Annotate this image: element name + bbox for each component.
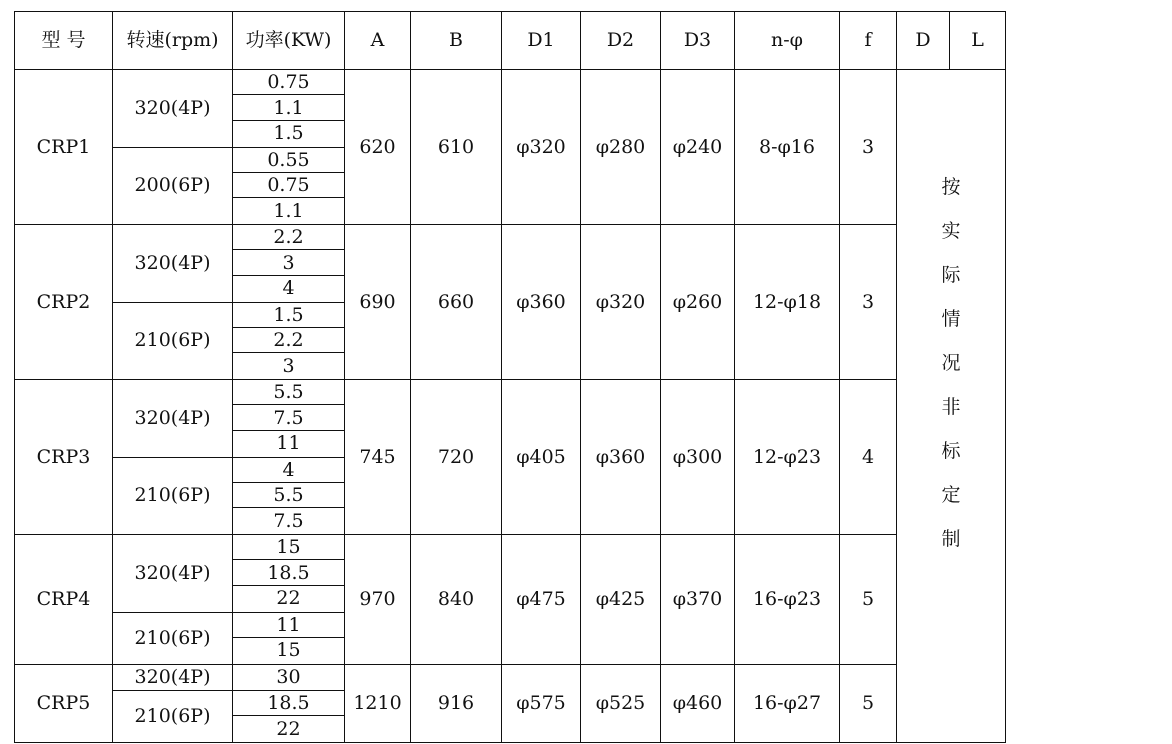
- custom-note-text: [897, 70, 1005, 561]
- note-char: 标: [941, 440, 961, 462]
- power-value: 1.5: [273, 122, 304, 144]
- value-f: 5: [840, 535, 897, 665]
- power-value: 7.5: [233, 406, 344, 431]
- value-f: 3: [840, 225, 897, 380]
- power-cell: [233, 457, 345, 483]
- power-cell: [233, 380, 345, 406]
- header-d1: D1: [502, 12, 581, 70]
- note-char: 际: [941, 264, 961, 286]
- value-d2: φ425: [581, 535, 661, 665]
- value-f: 5: [840, 664, 897, 743]
- value-b: 840: [411, 535, 502, 665]
- value-d1: φ575: [502, 664, 581, 743]
- power-value: 0.75: [233, 70, 344, 95]
- value-a: 690: [345, 225, 411, 380]
- note-char: 实: [941, 220, 961, 242]
- value-f: 3: [840, 70, 897, 225]
- power-cell: [233, 354, 345, 380]
- header-d: D: [897, 12, 950, 70]
- power-value: 0.75: [233, 173, 344, 198]
- power-cell: [233, 302, 345, 328]
- note-char: 情: [941, 308, 961, 330]
- power-value: 3: [282, 354, 295, 377]
- value-b: 720: [411, 380, 502, 535]
- power-cell: [233, 717, 345, 743]
- power-value: 18.5: [233, 561, 344, 586]
- power-cell: [233, 276, 345, 302]
- power-cell: [233, 561, 345, 587]
- value-b: 610: [411, 70, 502, 225]
- power-cell: [233, 691, 345, 717]
- custom-note: [897, 70, 1006, 743]
- note-char: 制: [941, 528, 961, 550]
- note-char: 按: [941, 176, 961, 198]
- value-holes: 16-φ23: [735, 535, 840, 665]
- power-cell: [233, 406, 345, 432]
- header-power: 功率(KW): [233, 12, 345, 70]
- model-name: CRP4: [15, 535, 113, 665]
- power-cell: [233, 612, 345, 638]
- value-d3: φ240: [661, 70, 735, 225]
- note-char: 非: [941, 396, 961, 418]
- value-d1: φ405: [502, 380, 581, 535]
- speed-value: 210(6P): [113, 302, 233, 380]
- spec-table: [14, 11, 1006, 743]
- power-value: 4: [233, 458, 344, 483]
- power-cell: [233, 586, 345, 612]
- power-cell: [233, 70, 345, 96]
- power-value: 0.55: [233, 148, 344, 173]
- power-cell: [233, 431, 345, 457]
- power-cell: [233, 509, 345, 535]
- power-value: 3: [233, 251, 344, 276]
- value-d3: φ300: [661, 380, 735, 535]
- power-value: 22: [276, 587, 301, 609]
- power-value: 11: [233, 613, 344, 638]
- power-cell: [233, 199, 345, 225]
- value-holes: 12-φ23: [735, 380, 840, 535]
- power-value: 5.5: [233, 380, 344, 405]
- model-name: CRP2: [15, 225, 113, 380]
- header-row: [15, 12, 1006, 70]
- power-value: 15: [276, 639, 301, 661]
- speed-value: 320(4P): [113, 70, 233, 148]
- power-cell: [233, 96, 345, 122]
- table-row: [15, 70, 1006, 96]
- power-value: 22: [276, 717, 301, 740]
- speed-value: 320(4P): [113, 535, 233, 613]
- header-holes: n-φ: [735, 12, 840, 70]
- value-d1: φ475: [502, 535, 581, 665]
- power-value: 2.2: [233, 328, 344, 353]
- value-a: 970: [345, 535, 411, 665]
- header-speed: 转速(rpm): [113, 12, 233, 70]
- table-row: [15, 225, 1006, 251]
- power-cell: [233, 121, 345, 147]
- speed-value: 320(4P): [113, 225, 233, 303]
- value-a: 620: [345, 70, 411, 225]
- power-value: 30: [276, 665, 301, 688]
- power-value: 11: [276, 432, 301, 454]
- speed-value: 320(4P): [113, 664, 233, 691]
- note-char: 定: [941, 484, 961, 506]
- value-b: 916: [411, 664, 502, 743]
- value-holes: 12-φ18: [735, 225, 840, 380]
- model-name: CRP3: [15, 380, 113, 535]
- header-d2: D2: [581, 12, 661, 70]
- model-name: CRP1: [15, 70, 113, 225]
- speed-value: 210(6P): [113, 457, 233, 535]
- value-d1: φ360: [502, 225, 581, 380]
- value-d3: φ260: [661, 225, 735, 380]
- table-row: [15, 535, 1006, 561]
- model-name: CRP5: [15, 664, 113, 743]
- value-a: 745: [345, 380, 411, 535]
- power-value: 15: [233, 535, 344, 560]
- value-a: 1210: [345, 664, 411, 743]
- power-value: 4: [282, 277, 295, 299]
- value-b: 660: [411, 225, 502, 380]
- header-a: A: [345, 12, 411, 70]
- value-d3: φ460: [661, 664, 735, 743]
- value-d2: φ525: [581, 664, 661, 743]
- power-cell: [233, 483, 345, 509]
- value-d3: φ370: [661, 535, 735, 665]
- value-holes: 16-φ27: [735, 664, 840, 743]
- header-d3: D3: [661, 12, 735, 70]
- header-model: 型 号: [15, 12, 113, 70]
- spec-body: [15, 70, 1006, 743]
- power-value: 7.5: [273, 509, 304, 532]
- power-cell: [233, 173, 345, 199]
- value-d2: φ280: [581, 70, 661, 225]
- table-row: [15, 664, 1006, 691]
- power-cell: [233, 147, 345, 173]
- power-cell: [233, 328, 345, 354]
- speed-value: 200(6P): [113, 147, 233, 225]
- power-value: 1.1: [273, 199, 304, 222]
- power-value: 5.5: [233, 483, 344, 508]
- header-b: B: [411, 12, 502, 70]
- value-holes: 8-φ16: [735, 70, 840, 225]
- value-d1: φ320: [502, 70, 581, 225]
- speed-value: 210(6P): [113, 691, 233, 743]
- power-value: 1.1: [233, 96, 344, 121]
- power-value: 1.5: [233, 303, 344, 328]
- power-cell: [233, 535, 345, 561]
- value-d2: φ320: [581, 225, 661, 380]
- power-value: 2.2: [233, 225, 344, 250]
- power-value: 18.5: [233, 691, 344, 716]
- note-char: 况: [941, 352, 961, 374]
- power-cell: [233, 638, 345, 664]
- header-f: f: [840, 12, 897, 70]
- speed-value: 320(4P): [113, 380, 233, 458]
- header-l: L: [950, 12, 1006, 70]
- value-d2: φ360: [581, 380, 661, 535]
- power-cell: [233, 251, 345, 277]
- power-cell: [233, 664, 345, 691]
- value-f: 4: [840, 380, 897, 535]
- table-row: [15, 380, 1006, 406]
- speed-value: 210(6P): [113, 612, 233, 664]
- power-cell: [233, 225, 345, 251]
